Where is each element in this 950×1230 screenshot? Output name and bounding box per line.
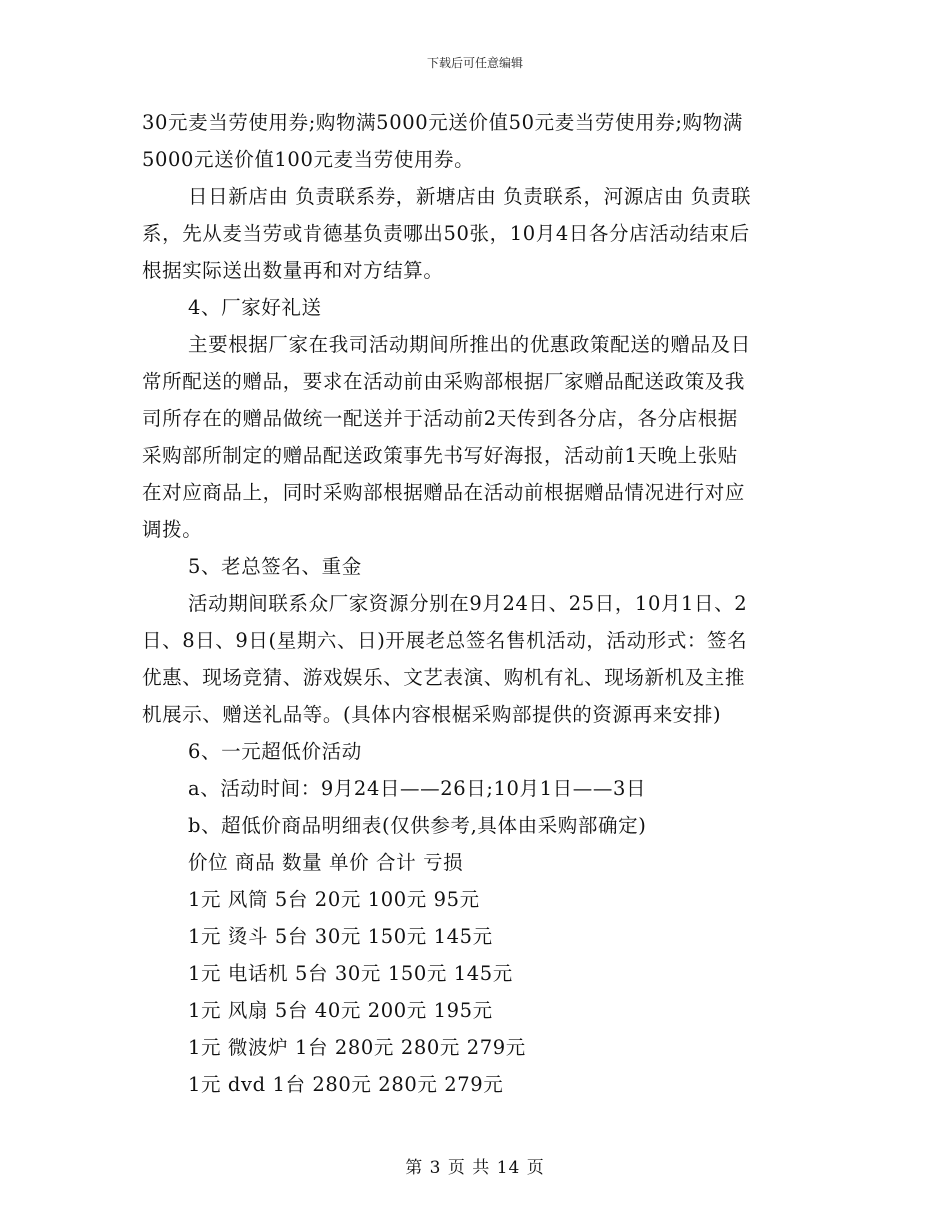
section-heading: 6、一元超低价活动 — [188, 740, 362, 763]
text-line: a、活动时间：9月24日——26日;10月1日——3日 — [188, 777, 647, 800]
page-number: 第 3 页 共 14 页 — [405, 1158, 545, 1178]
text-line: 5000元送价值100元麦当劳使用券。 — [142, 148, 475, 171]
text-line: 日日新店由 负责联系券，新塘店由 负责联系，河源店由 负责联 — [188, 185, 752, 208]
table-row: 1元 dvd 1台 280元 280元 279元 — [188, 1073, 504, 1096]
text-line: 主要根据厂家在我司活动期间所推出的优惠政策配送的赠品及日 — [188, 333, 751, 356]
table-row: 1元 烫斗 5台 30元 150元 145元 — [188, 925, 493, 948]
text-line: 司所存在的赠品做统一配送并于活动前2天传到各分店，各分店根据 — [142, 407, 738, 430]
text-line: 系，先从麦当劳或肯德基负责哪出50张，10月4日各分店活动结束后 — [142, 222, 750, 245]
table-row: 1元 风扇 5台 40元 200元 195元 — [188, 999, 493, 1022]
text-line: 根据实际送出数量再和对方结算。 — [142, 259, 444, 282]
table-header-row: 价位 商品 数量 单价 合计 亏损 — [188, 851, 464, 874]
document-body — [142, 104, 822, 1103]
text-line: 机展示、赠送礼品等。(具体内容根椐采购部提供的资源再来安排) — [142, 703, 722, 726]
text-line: b、超低价商品明细表(仅供参考,具体由采购部确定) — [188, 814, 647, 837]
text-line: 调拨。 — [142, 518, 203, 541]
text-line: 30元麦当劳使用券;购物满5000元送价值50元麦当劳使用券;购物满 — [142, 111, 743, 134]
table-row: 1元 电话机 5台 30元 150元 145元 — [188, 962, 513, 985]
section-heading: 4、厂家好礼送 — [188, 296, 322, 319]
section-heading: 5、老总签名、重金 — [188, 555, 362, 578]
page-header: 下载后可任意编辑 — [426, 56, 523, 70]
text-line: 活动期间联系众厂家资源分别在9月24日、25日，10月1日、2 — [188, 592, 748, 615]
text-line: 常所配送的赠品，要求在活动前由采购部根据厂家赠品配送政策及我 — [142, 370, 746, 393]
text-line: 优惠、现场竞猜、游戏娱乐、文艺表演、购机有礼、现场新机及主推 — [142, 666, 746, 689]
text-line: 采购部所制定的赠品配送政策事先书写好海报，活动前1天晚上张贴 — [142, 444, 738, 467]
table-row: 1元 风筒 5台 20元 100元 95元 — [188, 888, 480, 911]
text-line: 在对应商品上，同时采购部根据赠品在活动前根据赠品情况进行对应 — [142, 481, 746, 504]
table-row: 1元 微波炉 1台 280元 280元 279元 — [188, 1036, 526, 1059]
text-line: 日、8日、9日(星期六、日)开展老总签名售机活动，活动形式：签名 — [142, 629, 748, 652]
